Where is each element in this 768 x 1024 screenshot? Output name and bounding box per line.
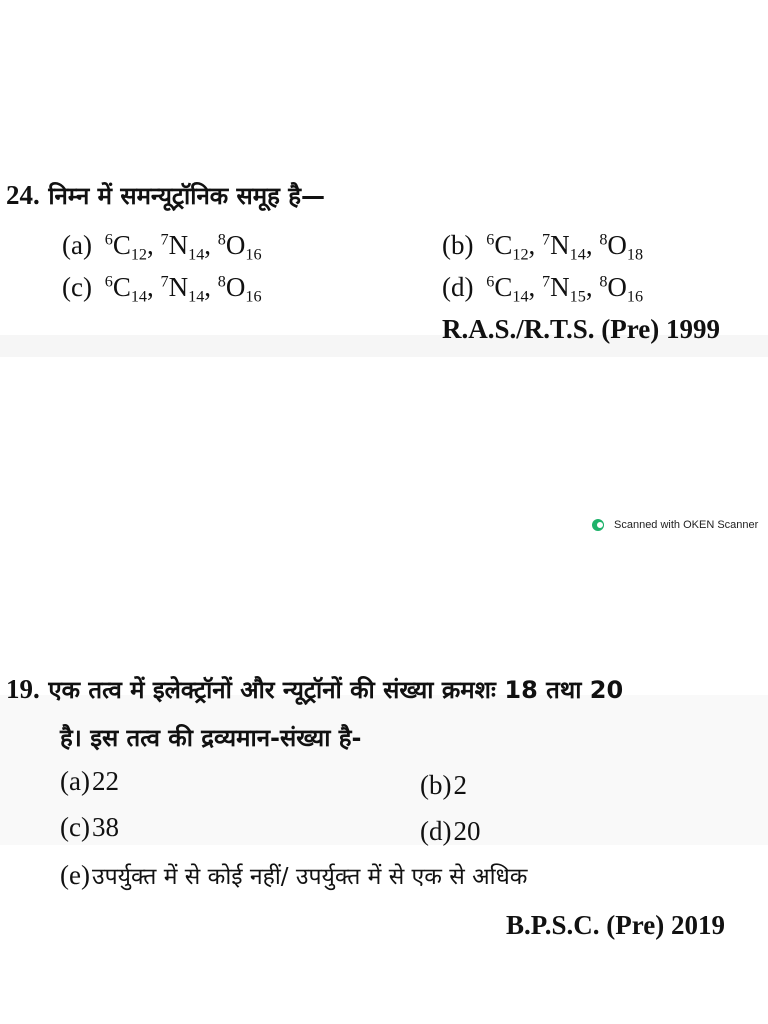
option-b: (b) $^6C_{12}$, $^7N_{14}$, $^8O_{18}$	[442, 230, 644, 264]
question-text: निम्न में समन्यूट्रॉनिक समूह है—	[48, 182, 325, 210]
option-value: 38	[91, 812, 119, 842]
isotope-o: $^8O_{16}$	[217, 230, 262, 264]
option-label: (b)	[420, 770, 452, 800]
question-number: 24.	[6, 180, 40, 210]
scanner-logo-icon	[592, 519, 608, 531]
isotope-c: $^6C_{12}$	[486, 230, 529, 264]
isotope-n: $^7N_{15}$	[542, 272, 586, 306]
option-label: (d)	[420, 816, 452, 846]
option-label: (b)	[442, 230, 474, 260]
question-text: एक तत्व में इलेक्ट्रॉनों और न्यूट्रॉनों की संख्या क्रमशः	[48, 676, 496, 704]
isotope-n: $^7N_{14}$	[160, 272, 205, 306]
scanner-watermark	[592, 519, 758, 531]
option-value: 20	[453, 816, 481, 846]
option-e	[60, 862, 527, 889]
option-a	[60, 768, 119, 795]
exam-source: B.P.S.C. (Pre) 2019	[506, 910, 725, 940]
option-c: (c) $^6C_{14}$, $^7N_{14}$, $^8O_{16}$	[62, 272, 262, 306]
question-text-cont: है। इस तत्व की द्रव्यमान-संख्या है-	[60, 724, 362, 752]
isotope-c: $^6C_{12}$	[104, 230, 148, 264]
option-label: (a)	[60, 766, 90, 796]
question-24-stem	[6, 182, 325, 209]
option-c	[60, 814, 119, 841]
question-numbers: 18 तथा 20	[504, 676, 624, 704]
isotope-o: $^8O_{16}$	[599, 272, 644, 306]
isotope-n: $^7N_{14}$	[542, 230, 586, 264]
option-label: (e)	[60, 860, 90, 890]
scanner-label: Scanned with OKEN Scanner	[614, 519, 759, 531]
question-19-line-1	[6, 676, 623, 703]
option-value: 22	[91, 766, 119, 796]
isotope-c: $^6C_{14}$	[486, 272, 529, 306]
option-label: (c)	[60, 812, 90, 842]
option-label: (a)	[62, 230, 92, 260]
option-d: (d) $^6C_{14}$, $^7N_{15}$, $^8O_{16}$	[442, 272, 644, 306]
isotope-o: $^8O_{18}$	[599, 230, 644, 264]
option-d	[420, 818, 480, 845]
question-number: 19.	[6, 674, 40, 704]
option-b	[420, 772, 467, 799]
exam-source: R.A.S./R.T.S. (Pre) 1999	[442, 314, 720, 344]
option-value: उपर्युक्त में से कोई नहीं/ उपर्युक्त में से एक से अधिक	[91, 864, 528, 890]
isotope-n: $^7N_{14}$	[160, 230, 205, 264]
option-value: 2	[453, 770, 467, 800]
option-label: (c)	[62, 272, 92, 302]
option-label: (d)	[442, 272, 474, 302]
isotope-c: $^6C_{14}$	[104, 272, 148, 306]
option-a: (a) $^6C_{12}$, $^7N_{14}$, $^8O_{16}$	[62, 230, 262, 264]
question-19-line-2	[60, 724, 361, 751]
isotope-o: $^8O_{16}$	[217, 272, 262, 306]
